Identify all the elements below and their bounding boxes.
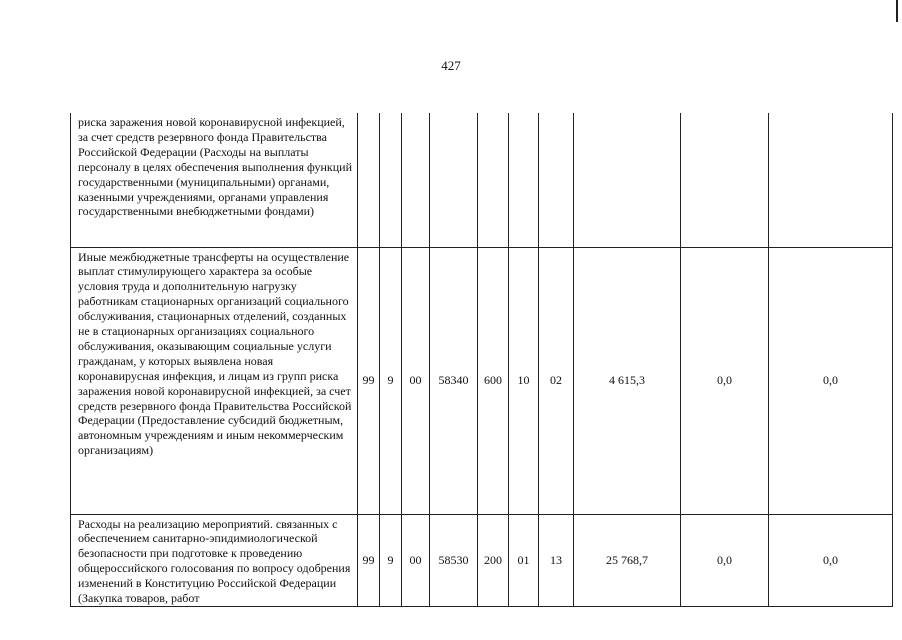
- value-cell: 0,0: [681, 514, 769, 606]
- row-description: риска заражения новой коронавирусной инфекцией, за счет средств резервного фонда Правительства Российской Федерации (Расходы на выплаты персоналу в целях обеспечения выполнения функций государственными (муниципальными) органами, казенными учреждениями, органами управления государственными внебюджетными фондами): [71, 113, 358, 247]
- code-cell: 00: [402, 247, 430, 514]
- code-cell: 600: [478, 247, 509, 514]
- value-cell: 0,0: [681, 247, 769, 514]
- table-row: [71, 113, 893, 247]
- table-row: [71, 514, 893, 606]
- code-cell: 13: [539, 514, 574, 606]
- code-cell: 9: [380, 247, 402, 514]
- page-number: 427: [441, 58, 461, 73]
- code-cell: 200: [478, 514, 509, 606]
- code-cell: [402, 113, 430, 247]
- amount-cell: 4 615,3: [574, 247, 681, 514]
- code-cell: 58340: [430, 247, 478, 514]
- code-cell: [509, 113, 539, 247]
- code-cell: 10: [509, 247, 539, 514]
- scan-edge-mark: [896, 0, 898, 22]
- code-cell: 00: [402, 514, 430, 606]
- code-cell: [380, 113, 402, 247]
- value-cell: 0,0: [769, 514, 893, 606]
- code-cell: [539, 113, 574, 247]
- code-cell: 02: [539, 247, 574, 514]
- code-cell: 01: [509, 514, 539, 606]
- amount-cell: [574, 113, 681, 247]
- value-cell: [769, 113, 893, 247]
- code-cell: [430, 113, 478, 247]
- code-cell: 99: [358, 514, 380, 606]
- value-cell: 0,0: [769, 247, 893, 514]
- table-row: [71, 247, 893, 514]
- row-description: Иные межбюджетные трансферты на осуществление выплат стимулирующего характера за особые условия труда и дополнительную нагрузку работникам стационарных организаций социального обслуживания, стационарных отделений, созданных не в стационарных организациях социального обслуживания, оказывающим социальные услуги гражданам, у которых выявлена новая коронавирусная инфекция, и лицам из групп риска заражения новой коронавирусной инфекцией, за счет средств резервного фонда Правительства Российской Федерации (Предоставление субсидий бюджетным, автономным учреждениям и иным некоммерческим организациям): [71, 247, 358, 514]
- row-description: Расходы на реализацию мероприятий. связанных с обеспечением санитарно-эпидимиологической безопасности при подготовке к проведению общероссийского голосования по вопросу одобрения изменений в Конституцию Российской Федерации (Закупка товаров, работ: [71, 514, 358, 606]
- code-cell: [478, 113, 509, 247]
- amount-cell: 25 768,7: [574, 514, 681, 606]
- code-cell: [358, 113, 380, 247]
- budget-table: [70, 113, 893, 607]
- code-cell: 58530: [430, 514, 478, 606]
- code-cell: 99: [358, 247, 380, 514]
- code-cell: 9: [380, 514, 402, 606]
- value-cell: [681, 113, 769, 247]
